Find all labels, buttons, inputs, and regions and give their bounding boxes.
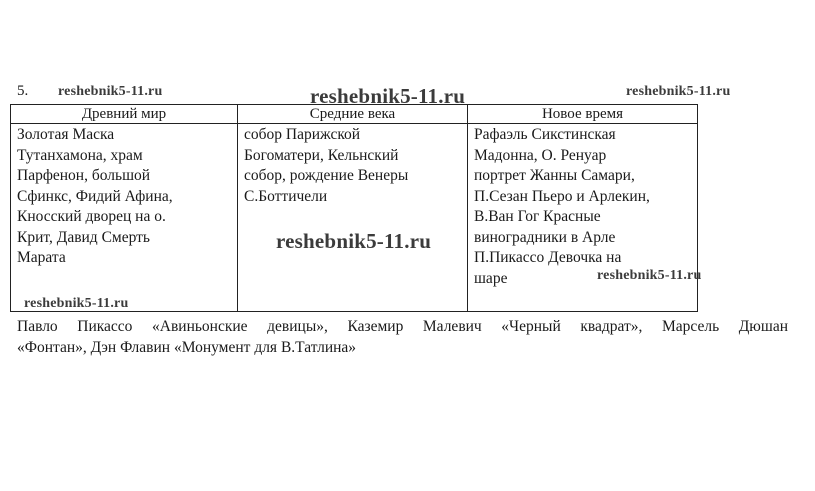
history-table	[10, 104, 698, 312]
cell-line: портрет Жанны Самари,	[474, 167, 635, 184]
cell-middle-ages	[238, 124, 468, 312]
cell-line: Кносский дворец на о.	[17, 208, 166, 225]
task-number: 5.	[17, 83, 29, 99]
cell-line: Тутанхамона, храм	[17, 146, 143, 164]
header-modern: Новое время	[468, 105, 698, 124]
table-header-row	[11, 105, 698, 124]
cell-line: П.Пикассо Девочка на	[474, 249, 622, 266]
cell-line: Марата	[17, 249, 66, 266]
footer-line-1: Павло Пикассо «Авиньонские девицы», Каземир Малевич «Черный квадрат», Марсель Дюшан	[17, 318, 788, 335]
cell-line: С.Боттичели	[244, 187, 328, 205]
watermark-top-center: reshebnik5-11.ru	[310, 84, 466, 108]
cell-ancient	[11, 124, 238, 312]
watermark-bottom-right: reshebnik5-11.ru	[597, 268, 702, 283]
cell-line: Крит, Давид Смерть	[17, 228, 150, 246]
watermark-bottom-left: reshebnik5-11.ru	[24, 296, 129, 311]
cell-line: Золотая Маска	[17, 126, 115, 143]
cell-line: В.Ван Гог Красные	[474, 208, 601, 225]
cell-line: Мадонна, О. Ренуар	[474, 146, 607, 164]
header-ancient: Древний мир	[11, 105, 238, 124]
footer-text	[17, 316, 788, 358]
cell-line: собор Парижской	[244, 126, 361, 143]
header-middle-ages: Средние века	[238, 105, 468, 124]
cell-line: шаре	[474, 269, 508, 287]
cell-line: Рафаэль Сикстинская	[474, 126, 616, 143]
cell-line: Богоматери, Кельнский	[244, 146, 399, 164]
cell-line: Парфенон, большой	[17, 167, 151, 184]
watermark-top-right: reshebnik5-11.ru	[626, 84, 731, 99]
watermark-middle: reshebnik5-11.ru	[276, 229, 432, 253]
watermark-top-left: reshebnik5-11.ru	[58, 84, 163, 99]
cell-line: виноградники в Арле	[474, 228, 616, 246]
cell-line: П.Сезан Пьеро и Арлекин,	[474, 187, 650, 205]
table-row	[11, 124, 698, 312]
cell-line: собор, рождение Венеры	[244, 167, 409, 184]
cell-line: Сфинкс, Фидий Афина,	[17, 187, 173, 205]
footer-line-2: «Фонтан», Дэн Флавин «Монумент для В.Татлина»	[17, 339, 357, 356]
